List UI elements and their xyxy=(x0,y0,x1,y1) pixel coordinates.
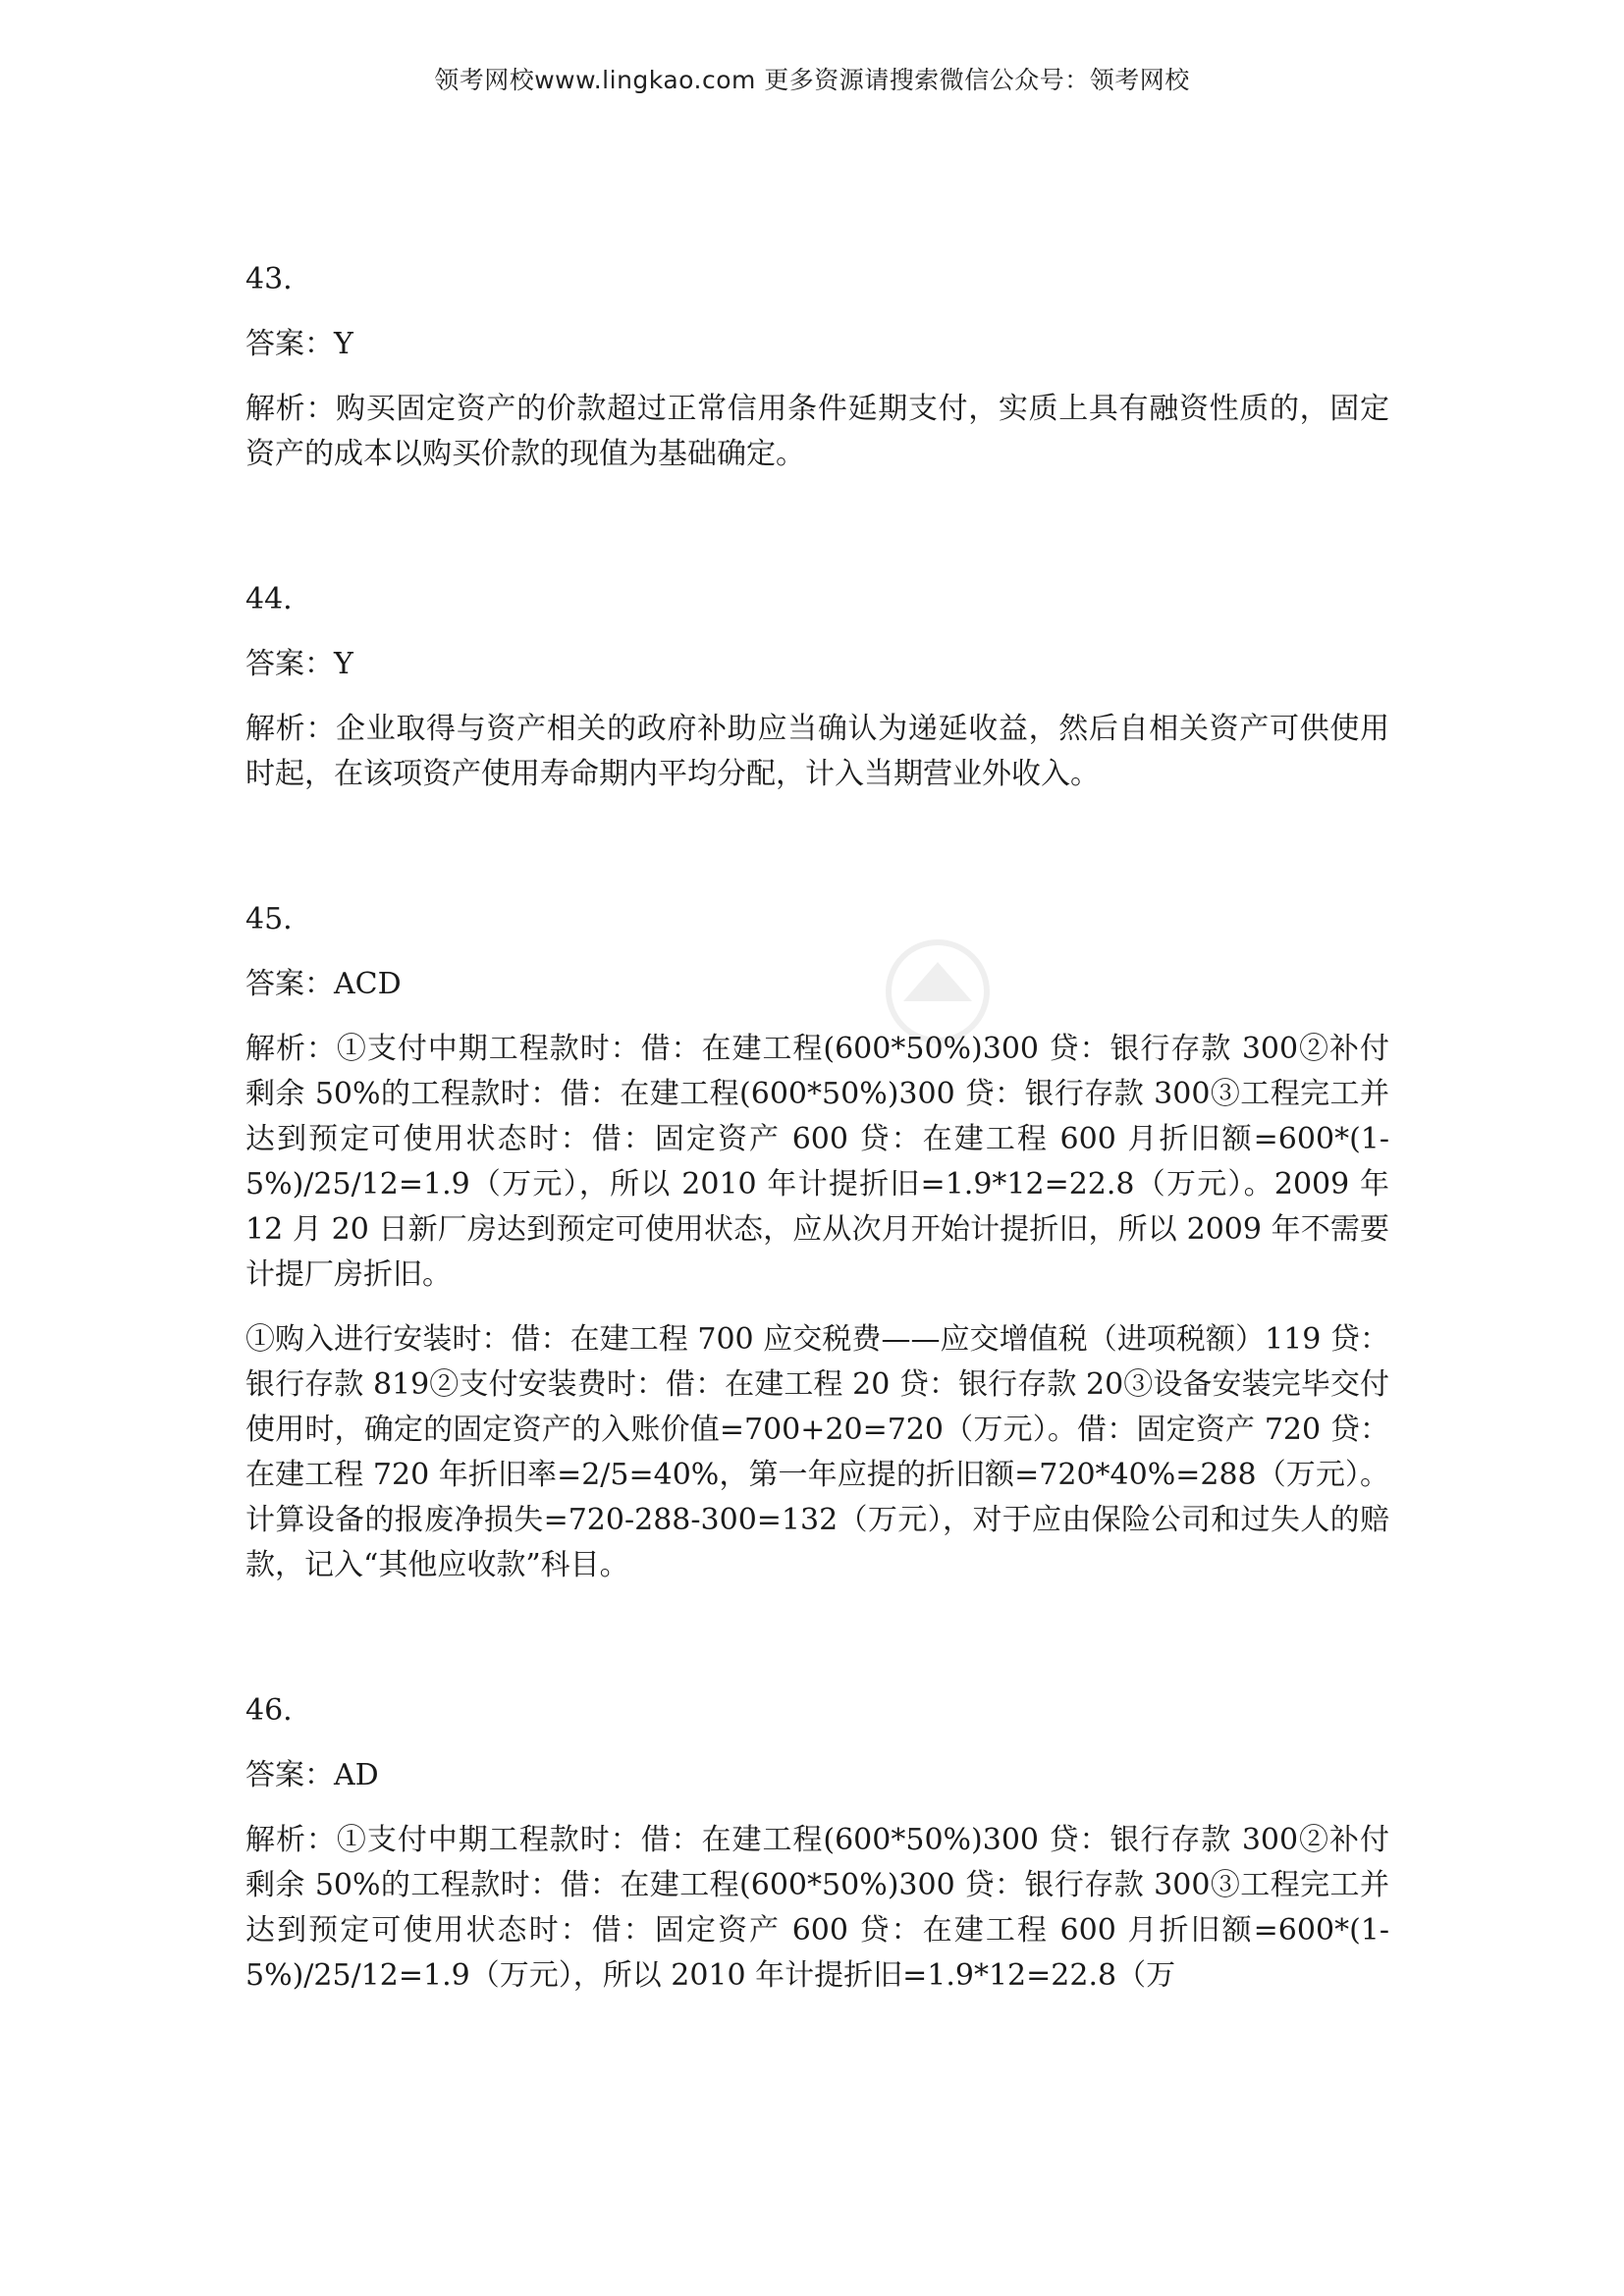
question-number: 43. xyxy=(245,262,293,296)
question-number: 46. xyxy=(245,1693,293,1728)
answer-line: 答案：Y xyxy=(245,647,353,681)
answer-line: 答案：Y xyxy=(245,327,353,361)
answer-line: 答案：AD xyxy=(245,1758,379,1792)
explanation-paragraph: 解析：①支付中期工程款时：借：在建工程(600*50%)300 贷：银行存款 300②补付剩余 50%的工程款时：借：在建工程(600*50%)300 贷：银行存款 300③工程完工并达到预定可使用状态时：借：固定资产 600 贷：在建工程 600 月折旧额=600*(1-5%)/25/12=1.9（万元），所以 2010 年计提折旧=1.9*12=22.8（万元）。2009 年 12 月 20 日新厂房达到预定可使用状态，应从次月开始计提折旧，所以 2009 年不需要计提厂房折旧。 xyxy=(245,1032,1390,1292)
page-header: 领考网校www.lingkao.com 更多资源请搜索微信公众号：领考网校 xyxy=(434,66,1190,94)
explanation-paragraph: 解析：企业取得与资产相关的政府补助应当确认为递延收益，然后自相关资产可供使用时起，在该项资产使用寿命期内平均分配，计入当期营业外收入。 xyxy=(245,712,1389,791)
explanation-paragraph: ①购入进行安装时：借：在建工程 700 应交税费——应交增值税（进项税额）119 贷：银行存款 819②支付安装费时：借：在建工程 20 贷：银行存款 20③设备安装完毕交付使用时，确定的固定资产的入账价值=700+20=720（万元）。借：固定资产 720 贷：在建工程 720 年折旧率=2/5=40%，第一年应提的折旧额=720*40%=288（万元）。计算设备的报废净损失=720-288-300=132（万元），对于应由保险公司和过失人的赔款，记入“其他应收款”科目。 xyxy=(245,1322,1390,1582)
explanation-paragraph: 解析：购买固定资产的价款超过正常信用条件延期支付，实质上具有融资性质的，固定资产的成本以购买价款的现值为基础确定。 xyxy=(245,392,1389,471)
question-46 xyxy=(245,1688,1389,1999)
explanation-paragraph: 解析：①支付中期工程款时：借：在建工程(600*50%)300 贷：银行存款 300②补付剩余 50%的工程款时：借：在建工程(600*50%)300 贷：银行存款 300③工程完工并达到预定可使用状态时：借：固定资产 600 贷：在建工程 600 月折旧额=600*(1-5%)/25/12=1.9（万元），所以 2010 年计提折旧=1.9*12=22.8（万 xyxy=(245,1823,1389,1993)
question-number: 44. xyxy=(245,582,293,616)
question-number: 45. xyxy=(245,902,293,936)
answer-line: 答案：ACD xyxy=(245,967,402,1001)
question-44 xyxy=(245,577,1389,797)
question-45 xyxy=(245,897,1389,1588)
question-43 xyxy=(245,257,1389,477)
document-body xyxy=(245,257,1389,2018)
